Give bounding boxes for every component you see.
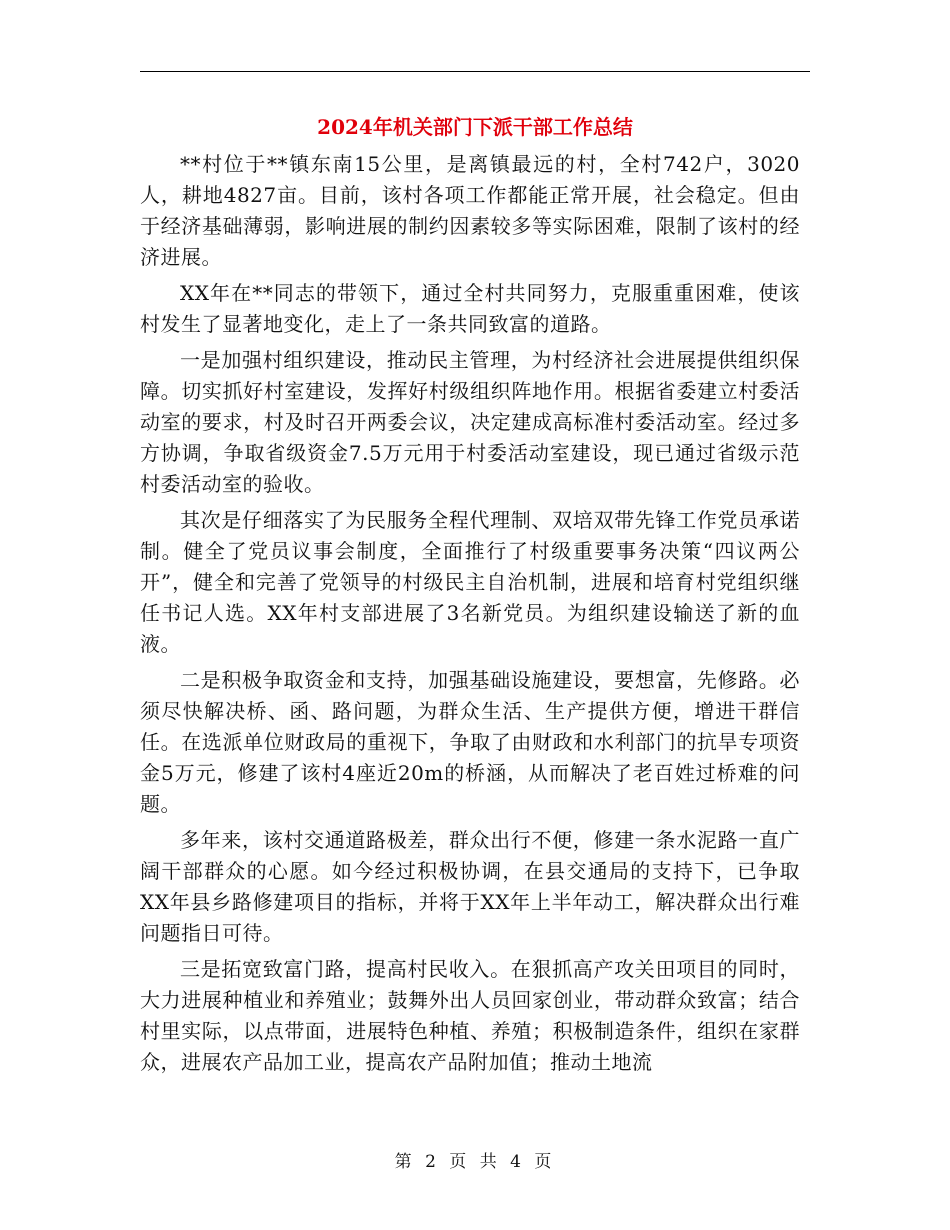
paragraph: **村位于**镇东南15公里，是离镇最远的村，全村742户，3020人，耕地4827亩。目前，该村各项工作都能正常开展，社会稳定。但由于经济基础薄弱，影响进展的制约因素较多等实际困难，限制了该村的经济进展。 xyxy=(140,152,800,269)
paragraph: XX年在**同志的带领下，通过全村共同努力，克服重重困难，使该村发生了显著地变化，走上了一条共同致富的道路。 xyxy=(140,281,800,336)
document-body xyxy=(140,149,800,1083)
paragraph: 一是加强村组织建设，推动民主管理，为村经济社会进展提供组织保障。切实抓好村室建设，发挥好村级组织阵地作用。根据省委建立村委活动室的要求，村及时召开两委会议，决定建成高标准村委活动室。经过多方协调，争取省级资金7.5万元用于村委活动室建设，现已通过省级示范村委活动室的验收。 xyxy=(140,348,800,496)
page-number: 第 2 页 共 4 页 xyxy=(394,1152,556,1172)
document-title: 2024年机关部门下派干部工作总结 xyxy=(317,115,633,139)
paragraph: 其次是仔细落实了为民服务全程代理制、双培双带先锋工作党员承诺制。健全了党员议事会制度，全面推行了村级重要事务决策“四议两公开”，健全和完善了党领导的村级民主自治机制，进展和培育村党组织继任书记人选。XX年村支部进展了3名新党员。为组织建设输送了新的血液。 xyxy=(140,508,800,656)
paragraph: 三是拓宽致富门路，提高村民收入。在狠抓高产攻关田项目的同时，大力进展种植业和养殖业；鼓舞外出人员回家创业，带动群众致富；结合村里实际，以点带面，进展特色种植、养殖；积极制造条件，组织在家群众，进展农产品加工业，提高农产品附加值；推动土地流 xyxy=(140,957,800,1074)
paragraph: 二是积极争取资金和支持，加强基础设施建设，要想富，先修路。必须尽快解决桥、函、路问题，为群众生活、生产提供方便，增进干群信任。在选派单位财政局的重视下，争取了由财政和水利部门的抗旱专项资金5万元，修建了该村4座近20m的桥涵，从而解决了老百姓过桥难的问题。 xyxy=(140,668,800,816)
paragraph: 多年来，该村交通道路极差，群众出行不便，修建一条水泥路一直广阔干部群众的心愿。如今经过积极协调，在县交通局的支持下，已争取XX年县乡路修建项目的指标，并将于XX年上半年动工，解决群众出行难问题指日可待。 xyxy=(140,828,800,945)
header-rule xyxy=(140,71,810,72)
